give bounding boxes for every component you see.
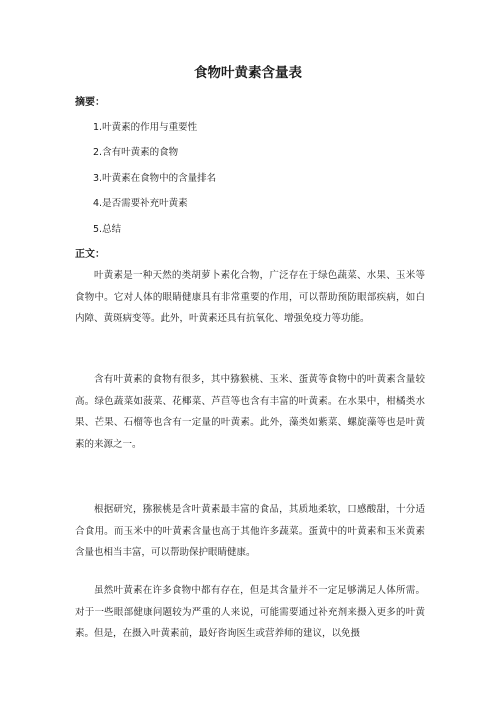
body-heading: 正文： — [75, 249, 105, 260]
toc-item-4: 4.是否需要补充叶黄素 — [93, 198, 188, 209]
toc-item-2: 2.含有叶黄素的食物 — [93, 147, 179, 158]
toc-item-3: 3.叶黄素在食物中的含量排名 — [93, 173, 217, 184]
body-paragraph-4: 虽然叶黄素在许多食物中都有存在，但是其含量并不一定足够满足人体所需。对于一些眼部健康问题较为严重的人来说，可能需要通过补充剂来摄入更多的叶黄素。但是，在摄入叶黄素前，最好咨询医生或营养师的建议，以免摄 — [75, 585, 425, 639]
abstract-heading: 摘要： — [75, 97, 105, 108]
toc-item-1: 1.叶黄素的作用与重要性 — [93, 122, 198, 133]
toc-item-5: 5.总结 — [93, 224, 122, 235]
body-paragraph-3: 根据研究，猕猴桃是含叶黄素最丰富的食品，其质地柔软，口感酸甜，十分适合食用。而玉米中的叶黄素含量也高于其他许多蔬菜。蛋黄中的叶黄素和玉米黄素含量也相当丰富，可以帮助保护眼睛健康。 — [75, 504, 425, 558]
body-paragraph-2: 含有叶黄素的食物有很多，其中猕猴桃、玉米、蛋黄等食物中的叶黄素含量较高。绿色蔬菜如菠菜、花椰菜、芦苣等也含有丰富的叶黄素。在水果中，柑橘类水果、芒果、石榴等也含有一定量的叶黄素。此外，藻类如紫菜、螺旋藻等也是叶黄素的来源之一。 — [75, 374, 425, 450]
body-paragraph-1: 叶黄素是一种天然的类胡萝卜素化合物，广泛存在于绿色蔬菜、水果、玉米等食物中。它对人体的眼睛健康具有非常重要的作用，可以帮助预防眼部疾病，如白内障、黄斑病变等。此外，叶黄素还具有抗氧化、增强免疫力等功能。 — [75, 270, 425, 324]
document-title: 食物叶黄素含量表 — [194, 65, 302, 81]
